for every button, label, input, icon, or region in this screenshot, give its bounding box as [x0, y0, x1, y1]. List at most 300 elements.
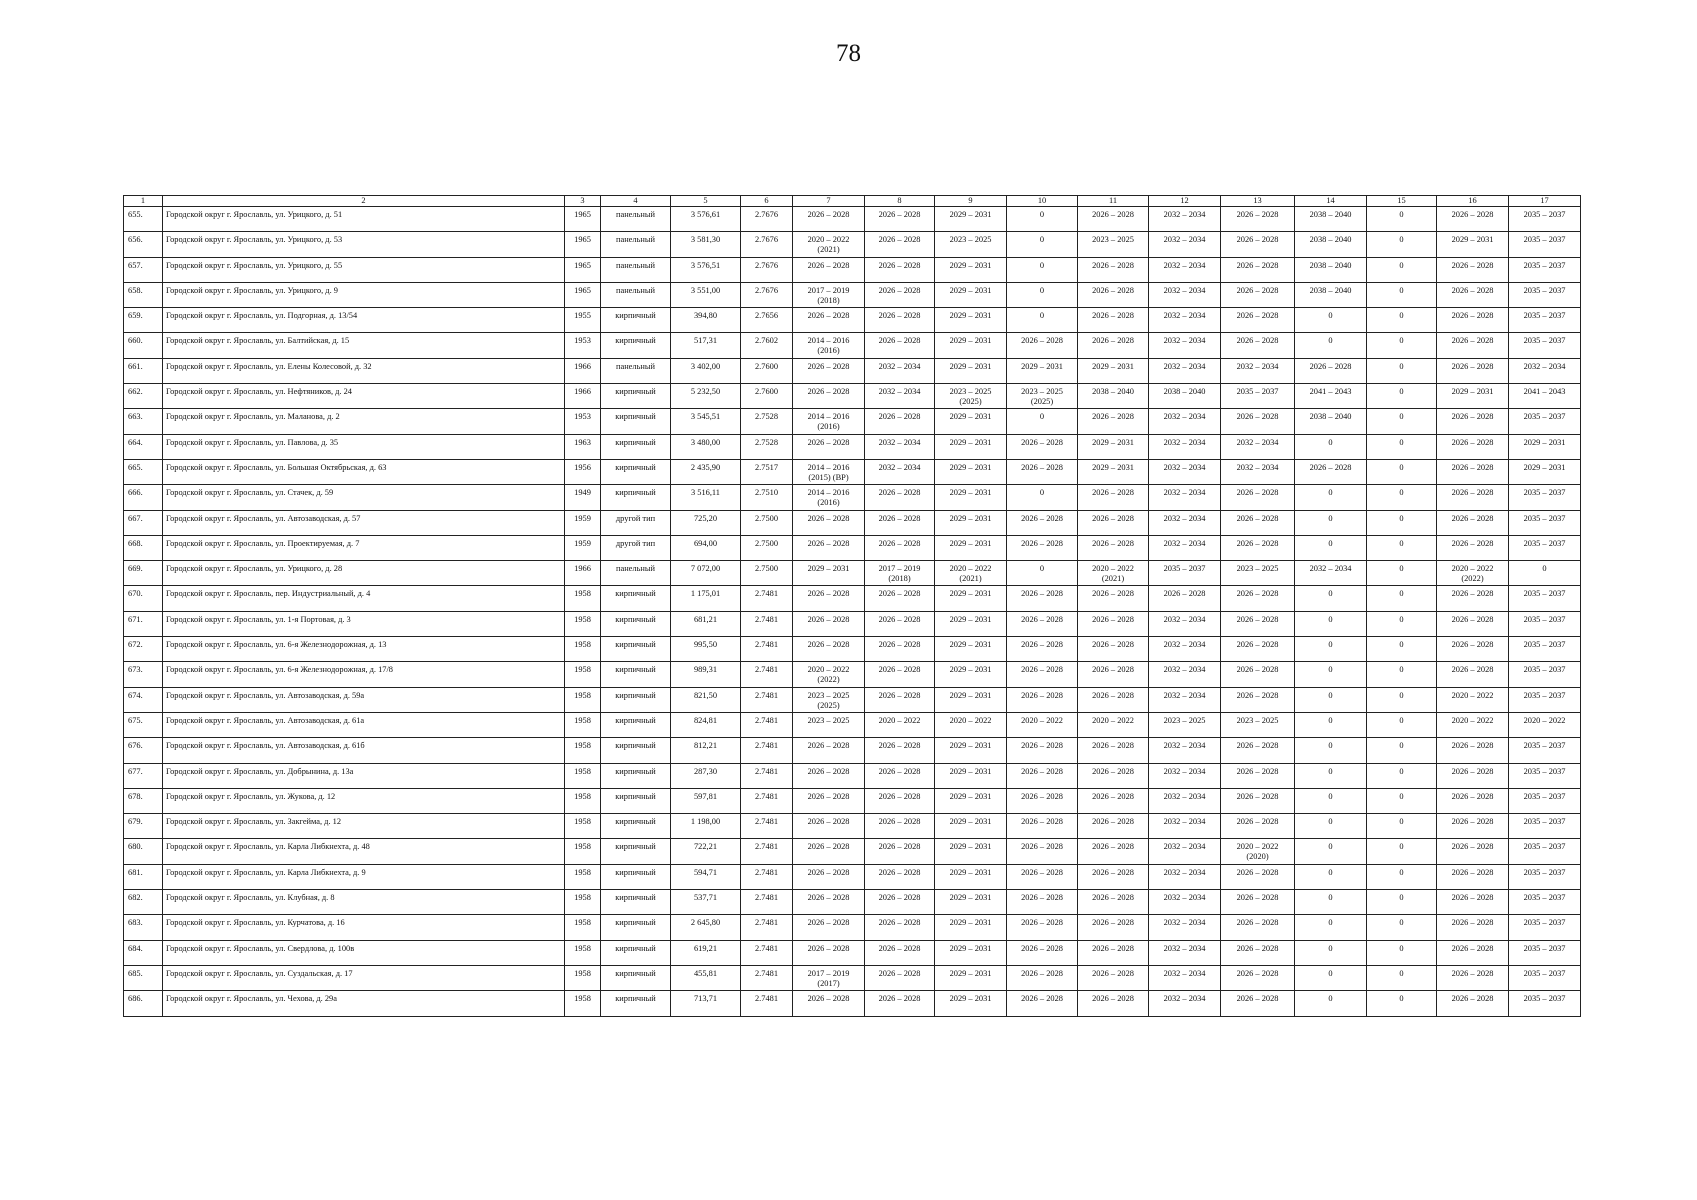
- col-8-cell: 2026 – 2028: [865, 510, 935, 535]
- column-number: 10: [1007, 196, 1078, 207]
- col-9-cell: 2029 – 2031: [935, 459, 1007, 484]
- col-8-cell: 2032 – 2034: [865, 434, 935, 459]
- address-cell: Городской округ г. Ярославль, ул. Урицкого, д. 28: [163, 561, 565, 586]
- col-12-cell: 2032 – 2034: [1149, 257, 1221, 282]
- col-7-cell: 2026 – 2028: [793, 611, 865, 636]
- area-cell: 537,71: [671, 890, 741, 915]
- col-10-cell: 2026 – 2028: [1007, 915, 1078, 940]
- col-16-cell: 2029 – 2031: [1437, 384, 1509, 409]
- coefficient-cell: 2.7600: [741, 384, 793, 409]
- row-number-cell: 679.: [124, 814, 163, 839]
- col-9-cell: 2029 – 2031: [935, 814, 1007, 839]
- address-cell: Городской округ г. Ярославль, ул. Елены Колесовой, д. 32: [163, 358, 565, 383]
- col-17-cell: 2020 – 2022: [1509, 712, 1581, 737]
- coefficient-cell: 2.7481: [741, 940, 793, 965]
- col-13-cell: 2023 – 2025: [1221, 712, 1295, 737]
- col-11-cell: 2026 – 2028: [1078, 940, 1149, 965]
- table-row: [124, 763, 1581, 788]
- column-number: 17: [1509, 196, 1581, 207]
- col-7-cell: 2026 – 2028: [793, 535, 865, 560]
- col-17-cell: 2041 – 2043: [1509, 384, 1581, 409]
- table-row: [124, 459, 1581, 484]
- col-10-cell: 0: [1007, 232, 1078, 257]
- address-cell: Городской округ г. Ярославль, ул. Жукова, д. 12: [163, 788, 565, 813]
- col-9-cell: 2029 – 2031: [935, 965, 1007, 990]
- row-number-cell: 668.: [124, 535, 163, 560]
- row-number-cell: 655.: [124, 207, 163, 232]
- col-11-cell: 2026 – 2028: [1078, 839, 1149, 864]
- col-15-cell: 0: [1367, 915, 1437, 940]
- col-12-cell: 2032 – 2034: [1149, 282, 1221, 307]
- table-row: [124, 637, 1581, 662]
- col-14-cell: 0: [1295, 485, 1367, 510]
- address-cell: Городской округ г. Ярославль, ул. Балтийская, д. 15: [163, 333, 565, 358]
- area-cell: 1 198,00: [671, 814, 741, 839]
- wall-type-cell: другой тип: [601, 535, 671, 560]
- row-number-cell: 672.: [124, 637, 163, 662]
- address-cell: Городской округ г. Ярославль, ул. 6-я Железнодорожная, д. 17/8: [163, 662, 565, 687]
- table-row: [124, 940, 1581, 965]
- col-17-cell: 2035 – 2037: [1509, 738, 1581, 763]
- address-cell: Городской округ г. Ярославль, ул. 6-я Железнодорожная, д. 13: [163, 637, 565, 662]
- col-11-cell: 2026 – 2028: [1078, 409, 1149, 434]
- col-11-cell: 2026 – 2028: [1078, 814, 1149, 839]
- col-13-cell: 2026 – 2028: [1221, 687, 1295, 712]
- column-number: 2: [163, 196, 565, 207]
- area-cell: 1 175,01: [671, 586, 741, 611]
- col-7-cell: 2026 – 2028: [793, 257, 865, 282]
- col-17-cell: 2035 – 2037: [1509, 257, 1581, 282]
- col-7-cell: 2020 – 2022 (2022): [793, 662, 865, 687]
- col-9-cell: 2029 – 2031: [935, 890, 1007, 915]
- row-number-cell: 686.: [124, 991, 163, 1016]
- col-16-cell: 2026 – 2028: [1437, 257, 1509, 282]
- col-16-cell: 2026 – 2028: [1437, 991, 1509, 1016]
- build-year-cell: 1955: [565, 308, 601, 333]
- col-15-cell: 0: [1367, 890, 1437, 915]
- col-10-cell: 2026 – 2028: [1007, 890, 1078, 915]
- address-cell: Городской округ г. Ярославль, ул. Клубная, д. 8: [163, 890, 565, 915]
- col-7-cell: 2026 – 2028: [793, 358, 865, 383]
- col-11-cell: 2026 – 2028: [1078, 535, 1149, 560]
- column-number: 6: [741, 196, 793, 207]
- wall-type-cell: другой тип: [601, 510, 671, 535]
- col-10-cell: 2026 – 2028: [1007, 687, 1078, 712]
- table-row: [124, 864, 1581, 889]
- col-10-cell: 0: [1007, 485, 1078, 510]
- col-12-cell: 2032 – 2034: [1149, 358, 1221, 383]
- col-14-cell: 0: [1295, 333, 1367, 358]
- col-8-cell: 2026 – 2028: [865, 308, 935, 333]
- col-15-cell: 0: [1367, 687, 1437, 712]
- col-14-cell: 0: [1295, 991, 1367, 1016]
- row-number-cell: 676.: [124, 738, 163, 763]
- build-year-cell: 1958: [565, 940, 601, 965]
- col-17-cell: 2035 – 2037: [1509, 839, 1581, 864]
- coefficient-cell: 2.7481: [741, 814, 793, 839]
- col-12-cell: 2032 – 2034: [1149, 738, 1221, 763]
- col-10-cell: 2026 – 2028: [1007, 637, 1078, 662]
- coefficient-cell: 2.7676: [741, 282, 793, 307]
- area-cell: 3 516,11: [671, 485, 741, 510]
- col-11-cell: 2026 – 2028: [1078, 510, 1149, 535]
- col-13-cell: 2026 – 2028: [1221, 763, 1295, 788]
- col-10-cell: 0: [1007, 257, 1078, 282]
- area-cell: 455,81: [671, 965, 741, 990]
- col-17-cell: 2035 – 2037: [1509, 763, 1581, 788]
- table-row: [124, 384, 1581, 409]
- table-row: [124, 232, 1581, 257]
- col-13-cell: 2032 – 2034: [1221, 358, 1295, 383]
- col-10-cell: 2026 – 2028: [1007, 864, 1078, 889]
- wall-type-cell: кирпичный: [601, 459, 671, 484]
- col-11-cell: 2026 – 2028: [1078, 282, 1149, 307]
- build-year-cell: 1958: [565, 915, 601, 940]
- col-8-cell: 2026 – 2028: [865, 940, 935, 965]
- col-9-cell: 2029 – 2031: [935, 839, 1007, 864]
- col-15-cell: 0: [1367, 308, 1437, 333]
- col-12-cell: 2032 – 2034: [1149, 232, 1221, 257]
- area-cell: 713,71: [671, 991, 741, 1016]
- col-15-cell: 0: [1367, 940, 1437, 965]
- table-row: [124, 991, 1581, 1016]
- col-8-cell: 2026 – 2028: [865, 965, 935, 990]
- col-7-cell: 2026 – 2028: [793, 586, 865, 611]
- col-7-cell: 2026 – 2028: [793, 839, 865, 864]
- col-10-cell: 2026 – 2028: [1007, 510, 1078, 535]
- table-row: [124, 257, 1581, 282]
- col-11-cell: 2026 – 2028: [1078, 611, 1149, 636]
- row-number-cell: 682.: [124, 890, 163, 915]
- col-15-cell: 0: [1367, 611, 1437, 636]
- address-cell: Городской округ г. Ярославль, ул. Автозаводская, д. 57: [163, 510, 565, 535]
- col-9-cell: 2029 – 2031: [935, 308, 1007, 333]
- wall-type-cell: кирпичный: [601, 940, 671, 965]
- coefficient-cell: 2.7481: [741, 586, 793, 611]
- col-9-cell: 2029 – 2031: [935, 940, 1007, 965]
- address-cell: Городской округ г. Ярославль, ул. Карла Либкнехта, д. 9: [163, 864, 565, 889]
- table-row: [124, 207, 1581, 232]
- col-9-cell: 2029 – 2031: [935, 788, 1007, 813]
- col-8-cell: 2026 – 2028: [865, 409, 935, 434]
- col-15-cell: 0: [1367, 333, 1437, 358]
- col-8-cell: 2026 – 2028: [865, 485, 935, 510]
- col-13-cell: 2026 – 2028: [1221, 814, 1295, 839]
- coefficient-cell: 2.7481: [741, 687, 793, 712]
- col-9-cell: 2029 – 2031: [935, 434, 1007, 459]
- col-10-cell: 2026 – 2028: [1007, 333, 1078, 358]
- col-17-cell: 2029 – 2031: [1509, 459, 1581, 484]
- col-10-cell: 2020 – 2022: [1007, 712, 1078, 737]
- col-10-cell: 0: [1007, 561, 1078, 586]
- col-14-cell: 0: [1295, 763, 1367, 788]
- col-9-cell: 2029 – 2031: [935, 662, 1007, 687]
- column-number: 12: [1149, 196, 1221, 207]
- col-13-cell: 2026 – 2028: [1221, 637, 1295, 662]
- wall-type-cell: кирпичный: [601, 409, 671, 434]
- row-number-cell: 673.: [124, 662, 163, 687]
- col-10-cell: 2026 – 2028: [1007, 662, 1078, 687]
- column-number: 14: [1295, 196, 1367, 207]
- col-12-cell: 2032 – 2034: [1149, 890, 1221, 915]
- col-13-cell: 2023 – 2025: [1221, 561, 1295, 586]
- area-cell: 287,30: [671, 763, 741, 788]
- col-9-cell: 2023 – 2025: [935, 232, 1007, 257]
- col-14-cell: 2041 – 2043: [1295, 384, 1367, 409]
- data-table: [123, 195, 1581, 1017]
- coefficient-cell: 2.7481: [741, 839, 793, 864]
- wall-type-cell: панельный: [601, 282, 671, 307]
- address-cell: Городской округ г. Ярославль, ул. Урицкого, д. 53: [163, 232, 565, 257]
- coefficient-cell: 2.7500: [741, 510, 793, 535]
- row-number-cell: 659.: [124, 308, 163, 333]
- row-number-cell: 664.: [124, 434, 163, 459]
- col-9-cell: 2029 – 2031: [935, 409, 1007, 434]
- col-7-cell: 2020 – 2022 (2021): [793, 232, 865, 257]
- area-cell: 3 551,00: [671, 282, 741, 307]
- col-9-cell: 2029 – 2031: [935, 358, 1007, 383]
- col-10-cell: 2026 – 2028: [1007, 535, 1078, 560]
- col-8-cell: 2026 – 2028: [865, 232, 935, 257]
- col-8-cell: 2026 – 2028: [865, 738, 935, 763]
- column-number: 16: [1437, 196, 1509, 207]
- table-body: [124, 196, 1581, 1017]
- col-16-cell: 2026 – 2028: [1437, 788, 1509, 813]
- wall-type-cell: кирпичный: [601, 763, 671, 788]
- row-number-cell: 674.: [124, 687, 163, 712]
- table-row: [124, 788, 1581, 813]
- build-year-cell: 1958: [565, 637, 601, 662]
- col-11-cell: 2038 – 2040: [1078, 384, 1149, 409]
- col-14-cell: 0: [1295, 814, 1367, 839]
- table-row: [124, 535, 1581, 560]
- col-16-cell: 2026 – 2028: [1437, 611, 1509, 636]
- col-12-cell: 2032 – 2034: [1149, 839, 1221, 864]
- col-14-cell: 0: [1295, 662, 1367, 687]
- col-7-cell: 2026 – 2028: [793, 384, 865, 409]
- col-14-cell: 2032 – 2034: [1295, 561, 1367, 586]
- table-row: [124, 333, 1581, 358]
- address-cell: Городской округ г. Ярославль, ул. Нефтяников, д. 24: [163, 384, 565, 409]
- build-year-cell: 1958: [565, 662, 601, 687]
- col-10-cell: 0: [1007, 409, 1078, 434]
- col-11-cell: 2026 – 2028: [1078, 915, 1149, 940]
- col-16-cell: 2026 – 2028: [1437, 915, 1509, 940]
- col-9-cell: 2029 – 2031: [935, 207, 1007, 232]
- col-10-cell: 2026 – 2028: [1007, 611, 1078, 636]
- col-12-cell: 2032 – 2034: [1149, 611, 1221, 636]
- col-9-cell: 2023 – 2025 (2025): [935, 384, 1007, 409]
- area-cell: 3 576,61: [671, 207, 741, 232]
- column-number: 4: [601, 196, 671, 207]
- build-year-cell: 1965: [565, 232, 601, 257]
- coefficient-cell: 2.7676: [741, 232, 793, 257]
- coefficient-cell: 2.7481: [741, 738, 793, 763]
- col-7-cell: 2026 – 2028: [793, 434, 865, 459]
- col-12-cell: 2032 – 2034: [1149, 409, 1221, 434]
- col-8-cell: 2026 – 2028: [865, 637, 935, 662]
- col-16-cell: 2026 – 2028: [1437, 282, 1509, 307]
- col-7-cell: 2026 – 2028: [793, 890, 865, 915]
- address-cell: Городской округ г. Ярославль, ул. Автозаводская, д. 61б: [163, 738, 565, 763]
- col-9-cell: 2029 – 2031: [935, 991, 1007, 1016]
- wall-type-cell: кирпичный: [601, 712, 671, 737]
- col-15-cell: 0: [1367, 459, 1437, 484]
- col-12-cell: 2032 – 2034: [1149, 662, 1221, 687]
- wall-type-cell: кирпичный: [601, 485, 671, 510]
- col-8-cell: 2026 – 2028: [865, 535, 935, 560]
- col-16-cell: 2026 – 2028: [1437, 839, 1509, 864]
- row-number-cell: 677.: [124, 763, 163, 788]
- col-16-cell: 2026 – 2028: [1437, 535, 1509, 560]
- col-9-cell: 2029 – 2031: [935, 257, 1007, 282]
- col-9-cell: 2029 – 2031: [935, 333, 1007, 358]
- col-13-cell: 2026 – 2028: [1221, 282, 1295, 307]
- row-number-cell: 665.: [124, 459, 163, 484]
- col-7-cell: 2026 – 2028: [793, 738, 865, 763]
- col-13-cell: 2026 – 2028: [1221, 308, 1295, 333]
- col-15-cell: 0: [1367, 282, 1437, 307]
- build-year-cell: 1958: [565, 763, 601, 788]
- col-16-cell: 2026 – 2028: [1437, 358, 1509, 383]
- address-cell: Городской округ г. Ярославль, ул. Проектируемая, д. 7: [163, 535, 565, 560]
- col-10-cell: 2026 – 2028: [1007, 991, 1078, 1016]
- row-number-cell: 678.: [124, 788, 163, 813]
- col-11-cell: 2026 – 2028: [1078, 637, 1149, 662]
- col-13-cell: 2026 – 2028: [1221, 485, 1295, 510]
- col-13-cell: 2026 – 2028: [1221, 510, 1295, 535]
- table-row: [124, 738, 1581, 763]
- area-cell: 3 402,00: [671, 358, 741, 383]
- row-number-cell: 666.: [124, 485, 163, 510]
- col-9-cell: 2029 – 2031: [935, 687, 1007, 712]
- area-cell: 3 545,51: [671, 409, 741, 434]
- wall-type-cell: панельный: [601, 207, 671, 232]
- col-12-cell: 2032 – 2034: [1149, 535, 1221, 560]
- coefficient-cell: 2.7481: [741, 712, 793, 737]
- row-number-cell: 661.: [124, 358, 163, 383]
- table-row: [124, 662, 1581, 687]
- col-15-cell: 0: [1367, 662, 1437, 687]
- col-7-cell: 2026 – 2028: [793, 991, 865, 1016]
- col-13-cell: 2026 – 2028: [1221, 611, 1295, 636]
- address-cell: Городской округ г. Ярославль, ул. Урицкого, д. 9: [163, 282, 565, 307]
- col-7-cell: 2014 – 2016 (2016): [793, 333, 865, 358]
- col-10-cell: 2026 – 2028: [1007, 839, 1078, 864]
- col-15-cell: 0: [1367, 839, 1437, 864]
- col-8-cell: 2026 – 2028: [865, 991, 935, 1016]
- col-12-cell: 2032 – 2034: [1149, 510, 1221, 535]
- col-8-cell: 2026 – 2028: [865, 207, 935, 232]
- build-year-cell: 1966: [565, 384, 601, 409]
- col-10-cell: 2026 – 2028: [1007, 965, 1078, 990]
- col-10-cell: 0: [1007, 282, 1078, 307]
- coefficient-cell: 2.7510: [741, 485, 793, 510]
- col-12-cell: 2032 – 2034: [1149, 940, 1221, 965]
- col-8-cell: 2026 – 2028: [865, 763, 935, 788]
- col-9-cell: 2029 – 2031: [935, 510, 1007, 535]
- col-17-cell: 2032 – 2034: [1509, 358, 1581, 383]
- col-10-cell: 2026 – 2028: [1007, 459, 1078, 484]
- address-cell: Городской округ г. Ярославль, ул. Закгейма, д. 12: [163, 814, 565, 839]
- address-cell: Городской округ г. Ярославль, ул. Добрынина, д. 13а: [163, 763, 565, 788]
- area-cell: 824,81: [671, 712, 741, 737]
- col-13-cell: 2026 – 2028: [1221, 940, 1295, 965]
- col-8-cell: 2032 – 2034: [865, 384, 935, 409]
- col-13-cell: 2026 – 2028: [1221, 662, 1295, 687]
- table-row: [124, 611, 1581, 636]
- col-13-cell: 2032 – 2034: [1221, 459, 1295, 484]
- col-17-cell: 2035 – 2037: [1509, 232, 1581, 257]
- col-14-cell: 2038 – 2040: [1295, 257, 1367, 282]
- col-7-cell: 2017 – 2019 (2018): [793, 282, 865, 307]
- col-14-cell: 0: [1295, 308, 1367, 333]
- col-7-cell: 2026 – 2028: [793, 510, 865, 535]
- col-13-cell: 2020 – 2022 (2020): [1221, 839, 1295, 864]
- area-cell: 3 576,51: [671, 257, 741, 282]
- col-10-cell: 2026 – 2028: [1007, 814, 1078, 839]
- col-9-cell: 2029 – 2031: [935, 637, 1007, 662]
- col-9-cell: 2029 – 2031: [935, 586, 1007, 611]
- area-cell: 7 072,00: [671, 561, 741, 586]
- wall-type-cell: панельный: [601, 358, 671, 383]
- column-number: 3: [565, 196, 601, 207]
- col-17-cell: 2035 – 2037: [1509, 308, 1581, 333]
- col-7-cell: 2026 – 2028: [793, 788, 865, 813]
- col-11-cell: 2026 – 2028: [1078, 788, 1149, 813]
- col-11-cell: 2026 – 2028: [1078, 890, 1149, 915]
- wall-type-cell: панельный: [601, 257, 671, 282]
- table-row: [124, 839, 1581, 864]
- row-number-cell: 675.: [124, 712, 163, 737]
- col-16-cell: 2026 – 2028: [1437, 814, 1509, 839]
- col-16-cell: 2026 – 2028: [1437, 459, 1509, 484]
- wall-type-cell: кирпичный: [601, 384, 671, 409]
- coefficient-cell: 2.7602: [741, 333, 793, 358]
- col-7-cell: 2026 – 2028: [793, 864, 865, 889]
- wall-type-cell: кирпичный: [601, 687, 671, 712]
- col-11-cell: 2029 – 2031: [1078, 434, 1149, 459]
- col-14-cell: 0: [1295, 839, 1367, 864]
- col-14-cell: 0: [1295, 510, 1367, 535]
- col-7-cell: 2014 – 2016 (2015) (ВР): [793, 459, 865, 484]
- coefficient-cell: 2.7500: [741, 535, 793, 560]
- col-8-cell: 2026 – 2028: [865, 915, 935, 940]
- col-8-cell: 2026 – 2028: [865, 687, 935, 712]
- col-11-cell: 2026 – 2028: [1078, 965, 1149, 990]
- col-15-cell: 0: [1367, 535, 1437, 560]
- col-14-cell: 2038 – 2040: [1295, 207, 1367, 232]
- area-cell: 681,21: [671, 611, 741, 636]
- col-14-cell: 0: [1295, 890, 1367, 915]
- col-7-cell: 2017 – 2019 (2017): [793, 965, 865, 990]
- build-year-cell: 1965: [565, 282, 601, 307]
- data-table-wrapper: [123, 195, 1581, 1017]
- build-year-cell: 1956: [565, 459, 601, 484]
- coefficient-cell: 2.7676: [741, 257, 793, 282]
- coefficient-cell: 2.7481: [741, 864, 793, 889]
- col-8-cell: 2026 – 2028: [865, 333, 935, 358]
- col-16-cell: 2026 – 2028: [1437, 510, 1509, 535]
- col-15-cell: 0: [1367, 586, 1437, 611]
- col-13-cell: 2026 – 2028: [1221, 965, 1295, 990]
- col-12-cell: 2035 – 2037: [1149, 561, 1221, 586]
- wall-type-cell: кирпичный: [601, 890, 671, 915]
- col-14-cell: 2026 – 2028: [1295, 459, 1367, 484]
- area-cell: 725,20: [671, 510, 741, 535]
- col-17-cell: 2035 – 2037: [1509, 207, 1581, 232]
- table-row: [124, 712, 1581, 737]
